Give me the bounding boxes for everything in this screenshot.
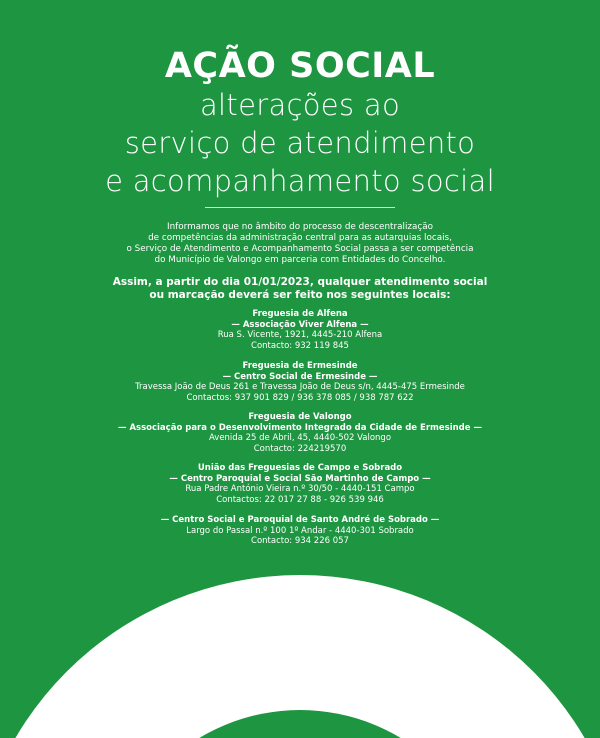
location-parish: Freguesia de Alfena — [252, 309, 348, 319]
location-address: Avenida 25 de Abril, 45, 4440-502 Valongo — [208, 433, 392, 443]
intro-paragraph — [80, 222, 520, 266]
location-entity: — Centro Social de Ermesinde — — [222, 371, 378, 382]
location-parish: Freguesia de Valongo — [248, 412, 352, 422]
location-block-campo — [40, 463, 560, 505]
location-entity: — Associação Viver Alfena — — [231, 319, 369, 330]
location-address: Travessa João de Deus 261 e Travessa João de Deus s/n, 4445-475 Ermesinde — [135, 382, 465, 392]
location-block-valongo — [40, 412, 560, 454]
location-parish: Freguesia de Ermesinde — [242, 361, 358, 371]
location-entity: — Centro Paroquial e Social São Martinho de Campo — — [169, 473, 431, 484]
location-parish: União das Freguesias de Campo e Sobrado — [197, 463, 403, 473]
intro-line: do Município de Valongo em parceria com Entidades do Concelho. — [154, 255, 446, 265]
subtitle-line-1: alterações ao — [199, 88, 400, 122]
location-contact: Contacto: 224219570 — [253, 443, 347, 454]
location-block-sobrado — [40, 515, 560, 547]
location-entity: — Associação para o Desenvolvimento Integrado da Cidade de Ermesinde — — [117, 422, 482, 433]
location-block-ermesinde — [40, 361, 560, 403]
intro-line: Informamos que no âmbito do processo de descentralização — [166, 222, 434, 232]
location-contact: Contacto: 934 226 057 — [251, 536, 349, 546]
intro-line: de competências da administração central para as autarquias locais, — [148, 233, 452, 243]
notice-line: Assim, a partir do dia 01/01/2023, qualquer atendimento social — [112, 276, 488, 288]
location-address: Rua Padre António Vieira n.º 30/50 - 4440-151 Campo — [185, 484, 415, 494]
notice-line: ou marcação deverá ser feito nos seguintes locais: — [149, 289, 451, 301]
location-block-alfena — [40, 309, 560, 351]
location-entity: — Centro Social e Paroquial de Santo André de Sobrado — — [160, 515, 440, 525]
location-contact: Contactos: 937 901 829 / 936 378 085 / 938 787 622 — [186, 392, 414, 403]
notice-paragraph — [40, 276, 560, 302]
location-contact: Contacto: 932 119 845 — [251, 340, 349, 351]
subtitle-line-2: serviço de atendimento — [124, 126, 476, 160]
subtitle-line-3: e acompanhamento social — [105, 164, 495, 198]
location-address: Rua S. Vicente, 1921, 4445-210 Alfena — [217, 330, 383, 340]
page-title: AÇÃO SOCIAL — [164, 46, 436, 86]
title-divider — [205, 207, 395, 208]
intro-line: o Serviço de Atendimento e Acompanhamento Social passa a ser competência — [126, 244, 474, 254]
location-address: Largo do Passal n.º 100 1º Andar - 4440-301 Sobrado — [186, 525, 414, 536]
location-contact: Contactos: 22 017 27 88 - 926 539 946 — [216, 494, 384, 505]
